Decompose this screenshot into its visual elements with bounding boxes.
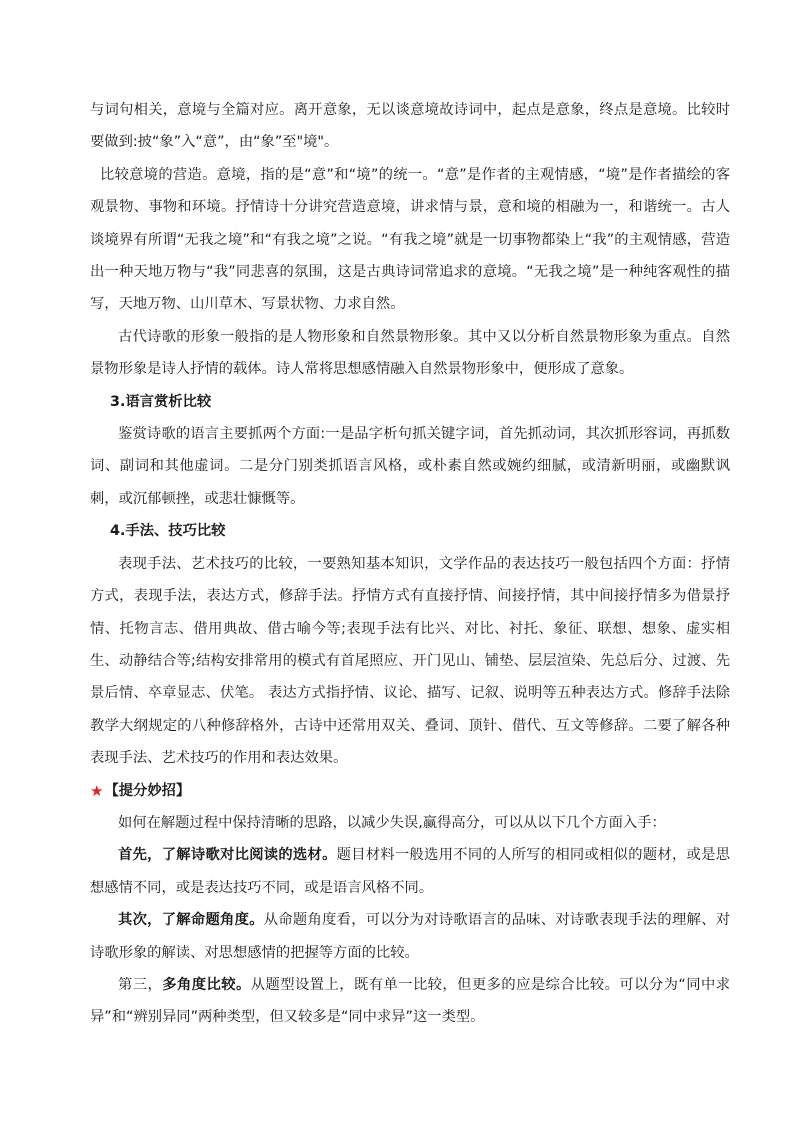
section-heading-language: 3.语言赏析比较 (110, 393, 212, 410)
paragraph-techniques: 表现手法、艺术技巧的比较，一要熟知基本知识，文学作品的表达技巧一般包括四个方面：抒情方式，表现手法，表达方式，修辞手法。抒情方式有直接抒情、间接抒情，其中间接抒情多为借景抒情、托物言志、借用典故、借古喻今等;表现手法有比兴、对比、衬托、象征、联想、想象、虚实相生、动静结合等;结构安排常用的模式有首尾照应、开门见山、铺垫、层层渲染、先总后分、过渡、先景后情、卒章显志、伏笔。 表达方式指抒情、议论、描写、记叙、说明等五种表达方式。修辞手法除教学大纲规定的八种修辞格外，古诗中还常用双关、叠词、顶针、借代、互文等修辞。二要了解各种表现手法、艺术技巧的作用和表达效果。 (90, 555, 730, 767)
tip-first-text: 题目材料一般选用不同的人所写的相同或相似的题材，或是思想感情不同，或是表达技巧不同，或是语言风格不同。 (90, 847, 730, 896)
paragraph-tips-intro: 如何在解题过程中保持清晰的思路，以减少失误,赢得高分，可以从以下几个方面入手： (118, 814, 666, 831)
star-icon: ★ (90, 781, 104, 800)
paragraph-artistic-conception: 比较意境的营造。意境，指的是“意”和“境”的统一。“意”是作者的主观情感，“境”是作者描绘的客观景物、事物和环境。抒情诗十分讲究营造意境，讲求情与景，意和境的相融为一，和谐统一。古人谈境界有所谓“无我之境”和“有我之境”之说。“有我之境”就是一切事物都染上“我”的主观情感，营造出一种天地万物与“我”同悲喜的氛围，这是古典诗词常追求的意境。“无我之境”是一种纯客观性的描写，天地万物、山川草木、写景状物、力求自然。 (90, 166, 730, 313)
paragraph-tip-second (90, 904, 730, 969)
paragraph-poetic-image: 古代诗歌的形象一般指的是人物形象和自然景物形象。其中又以分析自然景物形象为重点。自然景物形象是诗人抒情的载体。诗人常将思想感情融入自然景物形象中，便形成了意象。 (90, 328, 730, 378)
tip-second-text: 从命题角度看，可以分为对诗歌语言的品味、对诗歌表现手法的理解、对诗歌形象的解读、对思想感情的把握等方面的比较。 (90, 912, 730, 961)
tip-third-text: 从题型设置上，既有单一比较，但更多的应是综合比较。可以分为“同中求异”和“辨别异同”两种类型，但又较多是“同中求异”这一类型。 (90, 976, 731, 1026)
tip-third-prefix: 第三， (118, 976, 163, 993)
tips-heading (90, 775, 730, 807)
paragraph-tip-third (90, 969, 730, 1034)
tip-second-lead: 其次，了解命题角度。 (118, 912, 264, 929)
paragraph-imagery-scope: 与词句相关，意境与全篇对应。离开意象，无以谈意境故诗词中，起点是意象，终点是意境。比较时要做到:披“象”入“意”，由“象”至"境"。 (90, 102, 730, 151)
document-body (90, 94, 730, 1034)
tip-third-lead: 多角度比较。 (162, 976, 251, 993)
paragraph-language-appreciation: 鉴赏诗歌的语言主要抓两个方面:一是品字析句抓关键字词，首先抓动词，其次抓形容词，再抓数词、副词和其他虚词。二是分门别类抓语言风格，或朴素自然或婉约细腻，或清新明丽，或幽默讽刺，或沉郁顿挫，或悲壮慷慨等。 (90, 426, 730, 507)
paragraph-tip-first (90, 839, 730, 904)
tip-first-lead: 首先，了解诗歌对比阅读的选材。 (118, 847, 337, 864)
section-heading-techniques: 4.手法、技巧比较 (110, 523, 226, 540)
tips-heading-label: 【提分妙招】 (104, 782, 191, 799)
